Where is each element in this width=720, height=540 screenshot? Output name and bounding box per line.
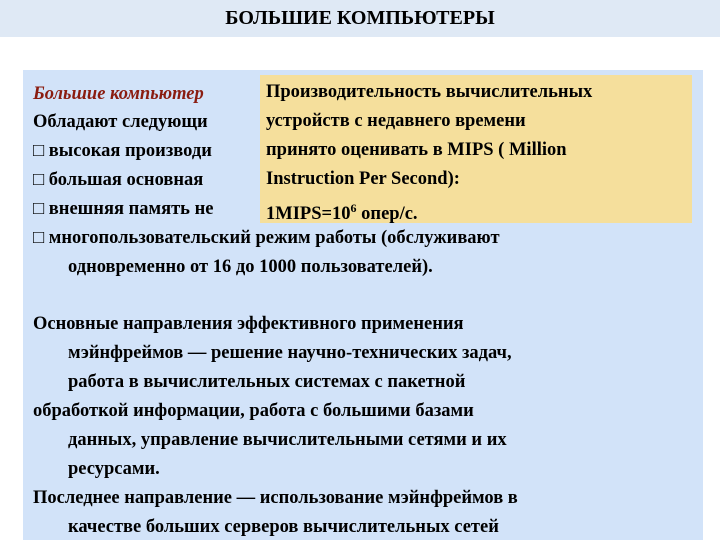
slide-title: БОЛЬШИЕ КОМПЬЮТЕРЫ xyxy=(0,0,720,37)
intro-line: Обладают следующи xyxy=(33,112,208,132)
mips-callout xyxy=(260,75,692,223)
bullet-performance: □ высокая производи xyxy=(33,141,212,161)
callout-line-4: Instruction Per Second): xyxy=(266,169,460,189)
last-direction-line-1: Последнее направление — использование мэйнфреймов в xyxy=(33,488,518,508)
applications-line-2: мэйнфреймов — решение научно-технических задач, xyxy=(68,343,512,363)
applications-line-5: данных, управление вычислительными сетями и их xyxy=(68,430,507,450)
applications-line-6: ресурсами. xyxy=(68,459,160,479)
bullet-multiuser: □ многопользовательский режим работы (обслуживают xyxy=(33,228,500,248)
last-direction-line-2: качестве больших серверов вычислительных сетей xyxy=(68,517,499,537)
applications-line-1: Основные направления эффективного применения xyxy=(33,314,464,334)
callout-line-2: устройств с недавнего времени xyxy=(266,111,526,131)
bullet-external-memory: □ внешняя память не xyxy=(33,199,214,219)
callout-line-5 xyxy=(266,197,418,225)
mips-formula-base: 1MIPS=10 xyxy=(266,204,351,225)
bullet-main-memory: □ большая основная xyxy=(33,170,204,190)
applications-line-3: работа в вычислительных системах с пакетной xyxy=(68,372,466,392)
section-heading: Большие компьютер xyxy=(33,84,204,104)
mips-formula-exponent: 6 xyxy=(350,201,357,215)
mips-formula-tail: опер/с. xyxy=(356,204,418,225)
callout-line-3: принято оценивать в MIPS ( Million xyxy=(266,140,567,160)
callout-line-1: Производительность вычислительных xyxy=(266,82,593,102)
applications-line-4: обработкой информации, работа с большими базами xyxy=(33,401,474,421)
bullet-multiuser-cont: одновременно от 16 до 1000 пользователей). xyxy=(68,257,433,277)
